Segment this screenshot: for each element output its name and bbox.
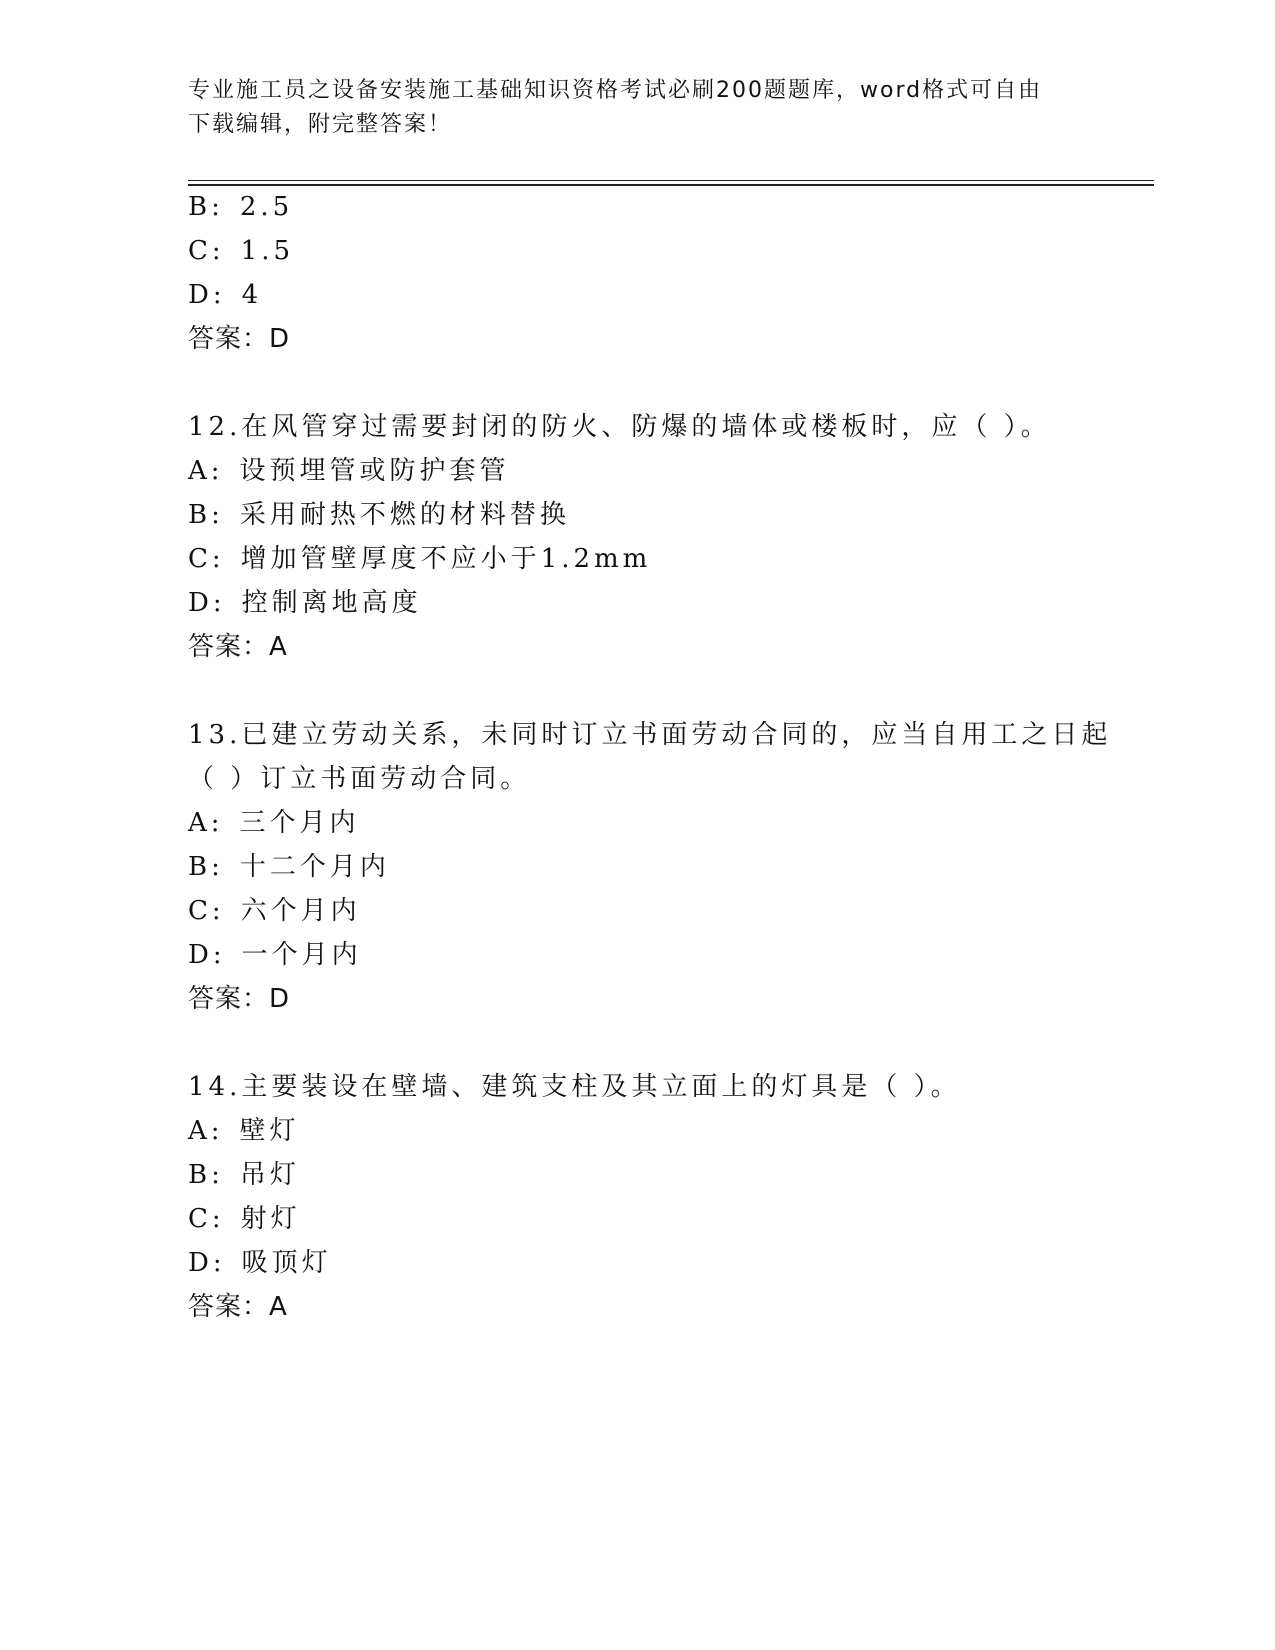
option-a: A: 三个月内 xyxy=(188,808,360,838)
option-c: C: 1.5 xyxy=(188,236,295,266)
answer-label: 答案：D xyxy=(188,984,291,1014)
header-divider-thin xyxy=(188,180,1154,181)
question-stem-line-1: 13.已建立劳动关系，未同时订立书面劳动合同的，应当自用工之日起 xyxy=(188,720,1112,750)
option-c: C: 六个月内 xyxy=(188,896,361,926)
answer-label: 答案：D xyxy=(188,324,291,354)
answer-label: 答案：A xyxy=(188,632,288,662)
question-stem: 14.主要装设在壁墙、建筑支柱及其立面上的灯具是（ ）。 xyxy=(188,1072,961,1102)
option-c: C: 射灯 xyxy=(188,1204,301,1234)
question-stem-line-2: （ ）订立书面劳动合同。 xyxy=(188,764,531,794)
answer-label: 答案：A xyxy=(188,1292,288,1322)
document-header xyxy=(188,74,1078,142)
header-line-1: 专业施工员之设备安装施工基础知识资格考试必刷200题题库，word格式可自由 xyxy=(188,78,1043,103)
header-line-2: 下载编辑，附完整答案！ xyxy=(188,112,453,137)
header-divider-thick xyxy=(188,184,1154,186)
option-b: B: 十二个月内 xyxy=(188,852,390,882)
option-d: D: 吸顶灯 xyxy=(188,1248,332,1278)
question-stem: 12.在风管穿过需要封闭的防火、防爆的墙体或楼板时，应（ ）。 xyxy=(188,412,1051,442)
option-a: A: 壁灯 xyxy=(188,1116,300,1146)
option-b: B: 2.5 xyxy=(188,192,294,222)
option-d: D: 4 xyxy=(188,280,263,310)
option-b: B: 吊灯 xyxy=(188,1160,300,1190)
option-c: C: 增加管壁厚度不应小于1.2mm xyxy=(188,544,652,574)
option-d: D: 一个月内 xyxy=(188,940,362,970)
option-d: D: 控制离地高度 xyxy=(188,588,422,618)
option-b: B: 采用耐热不燃的材料替换 xyxy=(188,500,570,530)
option-a: A: 设预埋管或防护套管 xyxy=(188,456,510,486)
